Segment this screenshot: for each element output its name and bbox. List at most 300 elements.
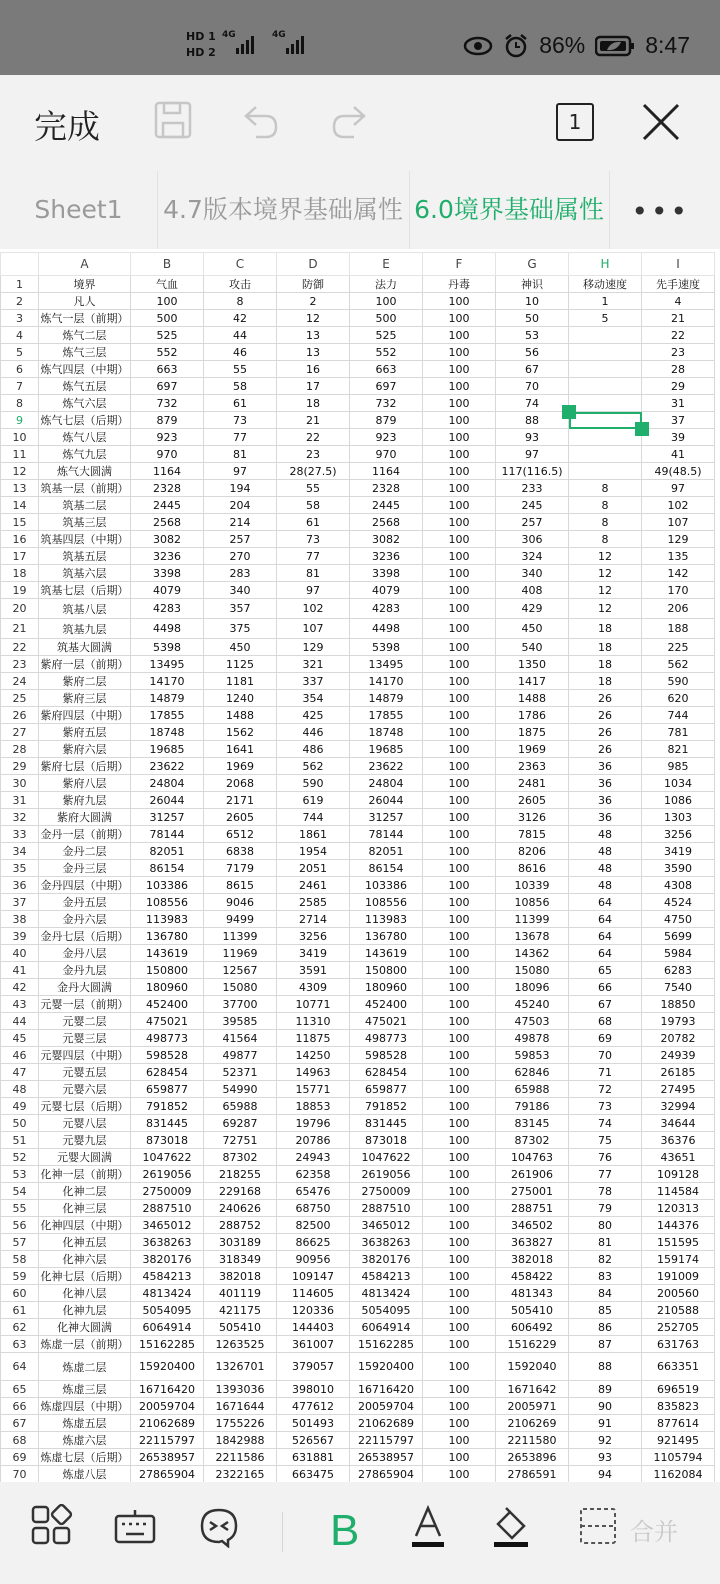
cell-i61[interactable]: 210588: [642, 1302, 715, 1319]
cell-e44[interactable]: 475021: [350, 1013, 423, 1030]
cell-c61[interactable]: 421175: [204, 1302, 277, 1319]
cell-a22[interactable]: 筑基大圆满: [39, 639, 131, 656]
cell-g48[interactable]: 65988: [496, 1081, 569, 1098]
cell-g51[interactable]: 87302: [496, 1132, 569, 1149]
row-header[interactable]: 43: [1, 996, 39, 1013]
cell-g55[interactable]: 288751: [496, 1200, 569, 1217]
cell-d42[interactable]: 4309: [277, 979, 350, 996]
cell-e27[interactable]: 18748: [350, 724, 423, 741]
cell-d41[interactable]: 3591: [277, 962, 350, 979]
cell-g10[interactable]: 93: [496, 429, 569, 446]
cell-e8[interactable]: 732: [350, 395, 423, 412]
row-header[interactable]: 19: [1, 582, 39, 599]
cell-g69[interactable]: 2653896: [496, 1449, 569, 1466]
cell-g19[interactable]: 408: [496, 582, 569, 599]
cell-i49[interactable]: 32994: [642, 1098, 715, 1115]
cell-g12[interactable]: 117(116.5): [496, 463, 569, 480]
row-header[interactable]: 4: [1, 327, 39, 344]
cell-h11[interactable]: [569, 446, 642, 463]
cell-a69[interactable]: 炼虚七层（后期）: [39, 1449, 131, 1466]
cell-a65[interactable]: 炼虚三层: [39, 1381, 131, 1398]
cell-b19[interactable]: 4079: [131, 582, 204, 599]
cell-f38[interactable]: 100: [423, 911, 496, 928]
cell-i14[interactable]: 102: [642, 497, 715, 514]
cell-g49[interactable]: 79186: [496, 1098, 569, 1115]
cell-g65[interactable]: 1671642: [496, 1381, 569, 1398]
cell-g63[interactable]: 1516229: [496, 1336, 569, 1353]
row-header[interactable]: 13: [1, 480, 39, 497]
cell-i35[interactable]: 3590: [642, 860, 715, 877]
cell-c64[interactable]: 1326701: [204, 1353, 277, 1381]
cell-g31[interactable]: 2605: [496, 792, 569, 809]
cell-h35[interactable]: 48: [569, 860, 642, 877]
cell-c38[interactable]: 9499: [204, 911, 277, 928]
cell-b42[interactable]: 180960: [131, 979, 204, 996]
column-header-c[interactable]: C: [204, 253, 277, 276]
cell-c41[interactable]: 12567: [204, 962, 277, 979]
cell-a4[interactable]: 炼气二层: [39, 327, 131, 344]
cell-c22[interactable]: 450: [204, 639, 277, 656]
cell-h64[interactable]: 88: [569, 1353, 642, 1381]
selection-handle-start[interactable]: [562, 405, 576, 419]
cell-a15[interactable]: 筑基三层: [39, 514, 131, 531]
cell-g27[interactable]: 1875: [496, 724, 569, 741]
cell-f18[interactable]: 100: [423, 565, 496, 582]
cell-f64[interactable]: 100: [423, 1353, 496, 1381]
cell-e62[interactable]: 6064914: [350, 1319, 423, 1336]
cell-g62[interactable]: 606492: [496, 1319, 569, 1336]
cell-a45[interactable]: 元婴三层: [39, 1030, 131, 1047]
cell-g29[interactable]: 2363: [496, 758, 569, 775]
cell-d61[interactable]: 120336: [277, 1302, 350, 1319]
cell-c17[interactable]: 270: [204, 548, 277, 565]
cell-h60[interactable]: 84: [569, 1285, 642, 1302]
row-header[interactable]: 58: [1, 1251, 39, 1268]
cell-d1[interactable]: 防御: [277, 276, 350, 293]
cell-h61[interactable]: 85: [569, 1302, 642, 1319]
cell-i43[interactable]: 18850: [642, 996, 715, 1013]
cell-f27[interactable]: 100: [423, 724, 496, 741]
cell-i58[interactable]: 159174: [642, 1251, 715, 1268]
cell-d11[interactable]: 23: [277, 446, 350, 463]
cell-b29[interactable]: 23622: [131, 758, 204, 775]
cell-h58[interactable]: 82: [569, 1251, 642, 1268]
cell-g3[interactable]: 50: [496, 310, 569, 327]
row-header[interactable]: 44: [1, 1013, 39, 1030]
cell-h43[interactable]: 67: [569, 996, 642, 1013]
cell-e67[interactable]: 21062689: [350, 1415, 423, 1432]
cell-i56[interactable]: 144376: [642, 1217, 715, 1234]
cell-f17[interactable]: 100: [423, 548, 496, 565]
cell-e60[interactable]: 4813424: [350, 1285, 423, 1302]
cell-f34[interactable]: 100: [423, 843, 496, 860]
row-header[interactable]: 46: [1, 1047, 39, 1064]
row-header[interactable]: 40: [1, 945, 39, 962]
cell-h5[interactable]: [569, 344, 642, 361]
undo-icon[interactable]: [242, 101, 282, 141]
cell-i42[interactable]: 7540: [642, 979, 715, 996]
cell-c60[interactable]: 401119: [204, 1285, 277, 1302]
cell-f45[interactable]: 100: [423, 1030, 496, 1047]
cell-e23[interactable]: 13495: [350, 656, 423, 673]
cell-i10[interactable]: 39: [642, 429, 715, 446]
cell-g2[interactable]: 10: [496, 293, 569, 310]
cell-f52[interactable]: 100: [423, 1149, 496, 1166]
cell-d64[interactable]: 379057: [277, 1353, 350, 1381]
cell-b17[interactable]: 3236: [131, 548, 204, 565]
cell-i7[interactable]: 29: [642, 378, 715, 395]
tab-v60[interactable]: 6.0境界基础属性: [409, 171, 610, 249]
cell-d15[interactable]: 61: [277, 514, 350, 531]
cell-i18[interactable]: 142: [642, 565, 715, 582]
cell-c31[interactable]: 2171: [204, 792, 277, 809]
cell-i19[interactable]: 170: [642, 582, 715, 599]
cell-f37[interactable]: 100: [423, 894, 496, 911]
cell-a29[interactable]: 紫府七层（后期）: [39, 758, 131, 775]
cell-i64[interactable]: 663351: [642, 1353, 715, 1381]
cell-i20[interactable]: 206: [642, 599, 715, 619]
cell-b54[interactable]: 2750009: [131, 1183, 204, 1200]
cell-a24[interactable]: 紫府二层: [39, 673, 131, 690]
cell-c51[interactable]: 72751: [204, 1132, 277, 1149]
cell-b4[interactable]: 525: [131, 327, 204, 344]
cell-d25[interactable]: 354: [277, 690, 350, 707]
cell-i54[interactable]: 114584: [642, 1183, 715, 1200]
cell-g59[interactable]: 458422: [496, 1268, 569, 1285]
redo-icon[interactable]: [328, 101, 368, 141]
cell-b11[interactable]: 970: [131, 446, 204, 463]
row-header[interactable]: 21: [1, 619, 39, 639]
cell-b58[interactable]: 3820176: [131, 1251, 204, 1268]
cell-f41[interactable]: 100: [423, 962, 496, 979]
cell-i45[interactable]: 20782: [642, 1030, 715, 1047]
cell-h15[interactable]: 8: [569, 514, 642, 531]
cell-h27[interactable]: 26: [569, 724, 642, 741]
cell-f6[interactable]: 100: [423, 361, 496, 378]
cell-f30[interactable]: 100: [423, 775, 496, 792]
cell-f21[interactable]: 100: [423, 619, 496, 639]
cell-h67[interactable]: 91: [569, 1415, 642, 1432]
cell-g33[interactable]: 7815: [496, 826, 569, 843]
cell-h68[interactable]: 92: [569, 1432, 642, 1449]
cell-a40[interactable]: 金丹八层: [39, 945, 131, 962]
row-header[interactable]: 47: [1, 1064, 39, 1081]
cell-d33[interactable]: 1861: [277, 826, 350, 843]
cell-a51[interactable]: 元婴九层: [39, 1132, 131, 1149]
cell-f49[interactable]: 100: [423, 1098, 496, 1115]
cell-f25[interactable]: 100: [423, 690, 496, 707]
cell-e47[interactable]: 628454: [350, 1064, 423, 1081]
row-header[interactable]: 20: [1, 599, 39, 619]
cell-g35[interactable]: 8616: [496, 860, 569, 877]
cell-d8[interactable]: 18: [277, 395, 350, 412]
cell-e38[interactable]: 113983: [350, 911, 423, 928]
row-header[interactable]: 11: [1, 446, 39, 463]
cell-a50[interactable]: 元婴八层: [39, 1115, 131, 1132]
cell-b69[interactable]: 26538957: [131, 1449, 204, 1466]
cell-f5[interactable]: 100: [423, 344, 496, 361]
cell-e10[interactable]: 923: [350, 429, 423, 446]
row-header[interactable]: 60: [1, 1285, 39, 1302]
cell-e40[interactable]: 143619: [350, 945, 423, 962]
cell-d34[interactable]: 1954: [277, 843, 350, 860]
cell-f31[interactable]: 100: [423, 792, 496, 809]
cell-h21[interactable]: 18: [569, 619, 642, 639]
cell-a42[interactable]: 金丹大圆满: [39, 979, 131, 996]
cell-b43[interactable]: 452400: [131, 996, 204, 1013]
cell-f51[interactable]: 100: [423, 1132, 496, 1149]
cell-g14[interactable]: 245: [496, 497, 569, 514]
cell-c69[interactable]: 2211586: [204, 1449, 277, 1466]
sheet-count-button[interactable]: 1: [556, 103, 594, 141]
cell-d59[interactable]: 109147: [277, 1268, 350, 1285]
cell-f43[interactable]: 100: [423, 996, 496, 1013]
cell-b36[interactable]: 103386: [131, 877, 204, 894]
cell-a56[interactable]: 化神四层（中期）: [39, 1217, 131, 1234]
cell-c40[interactable]: 11969: [204, 945, 277, 962]
cell-e69[interactable]: 26538957: [350, 1449, 423, 1466]
cell-a16[interactable]: 筑基四层（中期）: [39, 531, 131, 548]
cell-a52[interactable]: 元婴大圆满: [39, 1149, 131, 1166]
cell-d50[interactable]: 19796: [277, 1115, 350, 1132]
cell-d66[interactable]: 477612: [277, 1398, 350, 1415]
cell-e22[interactable]: 5398: [350, 639, 423, 656]
cell-f60[interactable]: 100: [423, 1285, 496, 1302]
cell-a57[interactable]: 化神五层: [39, 1234, 131, 1251]
cell-b15[interactable]: 2568: [131, 514, 204, 531]
cell-b34[interactable]: 82051: [131, 843, 204, 860]
cell-a68[interactable]: 炼虚六层: [39, 1432, 131, 1449]
cell-a18[interactable]: 筑基六层: [39, 565, 131, 582]
cell-c55[interactable]: 240626: [204, 1200, 277, 1217]
sheet-table[interactable]: [0, 252, 715, 1517]
cell-e20[interactable]: 4283: [350, 599, 423, 619]
cell-d32[interactable]: 744: [277, 809, 350, 826]
cell-b33[interactable]: 78144: [131, 826, 204, 843]
cell-f13[interactable]: 100: [423, 480, 496, 497]
cell-i48[interactable]: 27495: [642, 1081, 715, 1098]
cell-e64[interactable]: 15920400: [350, 1353, 423, 1381]
cell-h20[interactable]: 12: [569, 599, 642, 619]
cell-f44[interactable]: 100: [423, 1013, 496, 1030]
row-header[interactable]: 6: [1, 361, 39, 378]
cell-c19[interactable]: 340: [204, 582, 277, 599]
cell-d39[interactable]: 3256: [277, 928, 350, 945]
row-header[interactable]: 24: [1, 673, 39, 690]
row-header[interactable]: 59: [1, 1268, 39, 1285]
cell-h44[interactable]: 68: [569, 1013, 642, 1030]
row-header[interactable]: 25: [1, 690, 39, 707]
cell-d68[interactable]: 526567: [277, 1432, 350, 1449]
cell-f62[interactable]: 100: [423, 1319, 496, 1336]
row-header[interactable]: 5: [1, 344, 39, 361]
cell-c46[interactable]: 49877: [204, 1047, 277, 1064]
cell-c57[interactable]: 303189: [204, 1234, 277, 1251]
cell-f69[interactable]: 100: [423, 1449, 496, 1466]
cell-a27[interactable]: 紫府五层: [39, 724, 131, 741]
close-icon[interactable]: [642, 103, 680, 141]
cell-e58[interactable]: 3820176: [350, 1251, 423, 1268]
cell-a66[interactable]: 炼虚四层（中期）: [39, 1398, 131, 1415]
cell-h17[interactable]: 12: [569, 548, 642, 565]
cell-b47[interactable]: 628454: [131, 1064, 204, 1081]
row-header[interactable]: 26: [1, 707, 39, 724]
cell-c66[interactable]: 1671644: [204, 1398, 277, 1415]
cell-i8[interactable]: 31: [642, 395, 715, 412]
cell-i29[interactable]: 985: [642, 758, 715, 775]
column-header-g[interactable]: G: [496, 253, 569, 276]
cell-g17[interactable]: 324: [496, 548, 569, 565]
cell-c68[interactable]: 1842988: [204, 1432, 277, 1449]
cell-i13[interactable]: 97: [642, 480, 715, 497]
row-header[interactable]: 27: [1, 724, 39, 741]
cell-g25[interactable]: 1488: [496, 690, 569, 707]
cell-f48[interactable]: 100: [423, 1081, 496, 1098]
cell-i24[interactable]: 590: [642, 673, 715, 690]
row-header[interactable]: 36: [1, 877, 39, 894]
cell-f12[interactable]: 100: [423, 463, 496, 480]
cell-b50[interactable]: 831445: [131, 1115, 204, 1132]
cell-b52[interactable]: 1047622: [131, 1149, 204, 1166]
row-header[interactable]: 52: [1, 1149, 39, 1166]
cell-h10[interactable]: [569, 429, 642, 446]
row-header[interactable]: 18: [1, 565, 39, 582]
cell-h2[interactable]: 1: [569, 293, 642, 310]
cell-i31[interactable]: 1086: [642, 792, 715, 809]
row-header[interactable]: 54: [1, 1183, 39, 1200]
cell-d55[interactable]: 68750: [277, 1200, 350, 1217]
cell-e48[interactable]: 659877: [350, 1081, 423, 1098]
row-header[interactable]: 55: [1, 1200, 39, 1217]
row-header[interactable]: 53: [1, 1166, 39, 1183]
cell-a61[interactable]: 化神九层: [39, 1302, 131, 1319]
cell-c21[interactable]: 375: [204, 619, 277, 639]
cell-a9[interactable]: 炼气七层（后期）: [39, 412, 131, 429]
cell-b55[interactable]: 2887510: [131, 1200, 204, 1217]
cell-h57[interactable]: 81: [569, 1234, 642, 1251]
cell-b39[interactable]: 136780: [131, 928, 204, 945]
tab-sheet1[interactable]: Sheet1: [0, 171, 158, 249]
cell-c20[interactable]: 357: [204, 599, 277, 619]
cell-i17[interactable]: 135: [642, 548, 715, 565]
cell-f26[interactable]: 100: [423, 707, 496, 724]
cell-d53[interactable]: 62358: [277, 1166, 350, 1183]
cell-e21[interactable]: 4498: [350, 619, 423, 639]
cell-h24[interactable]: 18: [569, 673, 642, 690]
cell-i67[interactable]: 877614: [642, 1415, 715, 1432]
cell-a34[interactable]: 金丹二层: [39, 843, 131, 860]
cell-f63[interactable]: 100: [423, 1336, 496, 1353]
row-header[interactable]: 67: [1, 1415, 39, 1432]
cell-g61[interactable]: 505410: [496, 1302, 569, 1319]
cell-i25[interactable]: 620: [642, 690, 715, 707]
cell-h12[interactable]: [569, 463, 642, 480]
cell-a46[interactable]: 元婴四层（中期）: [39, 1047, 131, 1064]
cell-f35[interactable]: 100: [423, 860, 496, 877]
cell-c47[interactable]: 52371: [204, 1064, 277, 1081]
cell-h70[interactable]: 94: [569, 1466, 642, 1483]
cell-d20[interactable]: 102: [277, 599, 350, 619]
cell-h50[interactable]: 74: [569, 1115, 642, 1132]
cell-f8[interactable]: 100: [423, 395, 496, 412]
cell-d62[interactable]: 144403: [277, 1319, 350, 1336]
cell-e14[interactable]: 2445: [350, 497, 423, 514]
cell-i16[interactable]: 129: [642, 531, 715, 548]
cell-h22[interactable]: 18: [569, 639, 642, 656]
cell-d27[interactable]: 446: [277, 724, 350, 741]
cell-c9[interactable]: 73: [204, 412, 277, 429]
cell-i27[interactable]: 781: [642, 724, 715, 741]
cell-b21[interactable]: 4498: [131, 619, 204, 639]
cell-a44[interactable]: 元婴二层: [39, 1013, 131, 1030]
cell-h49[interactable]: 73: [569, 1098, 642, 1115]
cell-i70[interactable]: 1162084: [642, 1466, 715, 1483]
cell-f16[interactable]: 100: [423, 531, 496, 548]
row-header[interactable]: 35: [1, 860, 39, 877]
cell-c26[interactable]: 1488: [204, 707, 277, 724]
cell-g53[interactable]: 261906: [496, 1166, 569, 1183]
cell-a5[interactable]: 炼气三层: [39, 344, 131, 361]
cell-b61[interactable]: 5054095: [131, 1302, 204, 1319]
cell-e1[interactable]: 法力: [350, 276, 423, 293]
cell-e7[interactable]: 697: [350, 378, 423, 395]
cell-c56[interactable]: 288752: [204, 1217, 277, 1234]
cell-i26[interactable]: 744: [642, 707, 715, 724]
cell-b65[interactable]: 16716420: [131, 1381, 204, 1398]
cell-i53[interactable]: 109128: [642, 1166, 715, 1183]
cell-c48[interactable]: 54990: [204, 1081, 277, 1098]
cell-a64[interactable]: 炼虚二层: [39, 1353, 131, 1381]
cell-i65[interactable]: 696519: [642, 1381, 715, 1398]
cell-d18[interactable]: 81: [277, 565, 350, 582]
cell-i30[interactable]: 1034: [642, 775, 715, 792]
cell-b32[interactable]: 31257: [131, 809, 204, 826]
cell-i63[interactable]: 631763: [642, 1336, 715, 1353]
cell-g8[interactable]: 74: [496, 395, 569, 412]
cell-d60[interactable]: 114605: [277, 1285, 350, 1302]
cell-b57[interactable]: 3638263: [131, 1234, 204, 1251]
cell-b18[interactable]: 3398: [131, 565, 204, 582]
cell-h41[interactable]: 65: [569, 962, 642, 979]
fill-color-icon[interactable]: [492, 1504, 532, 1550]
cell-h8[interactable]: [569, 395, 642, 412]
cell-f22[interactable]: 100: [423, 639, 496, 656]
cell-h63[interactable]: 87: [569, 1336, 642, 1353]
cell-g58[interactable]: 382018: [496, 1251, 569, 1268]
cell-b13[interactable]: 2328: [131, 480, 204, 497]
cell-b3[interactable]: 500: [131, 310, 204, 327]
cell-e42[interactable]: 180960: [350, 979, 423, 996]
cell-d70[interactable]: 663475: [277, 1466, 350, 1483]
cell-i39[interactable]: 5699: [642, 928, 715, 945]
cell-g46[interactable]: 59853: [496, 1047, 569, 1064]
cell-b41[interactable]: 150800: [131, 962, 204, 979]
cell-g52[interactable]: 104763: [496, 1149, 569, 1166]
cell-f4[interactable]: 100: [423, 327, 496, 344]
cell-i2[interactable]: 4: [642, 293, 715, 310]
cell-e32[interactable]: 31257: [350, 809, 423, 826]
cell-f53[interactable]: 100: [423, 1166, 496, 1183]
cell-h40[interactable]: 64: [569, 945, 642, 962]
cell-i68[interactable]: 921495: [642, 1432, 715, 1449]
cell-h34[interactable]: 48: [569, 843, 642, 860]
cell-a13[interactable]: 筑基一层（前期）: [39, 480, 131, 497]
cell-h16[interactable]: 8: [569, 531, 642, 548]
cell-b45[interactable]: 498773: [131, 1030, 204, 1047]
cell-g47[interactable]: 62846: [496, 1064, 569, 1081]
cell-b44[interactable]: 475021: [131, 1013, 204, 1030]
cell-e70[interactable]: 27865904: [350, 1466, 423, 1483]
